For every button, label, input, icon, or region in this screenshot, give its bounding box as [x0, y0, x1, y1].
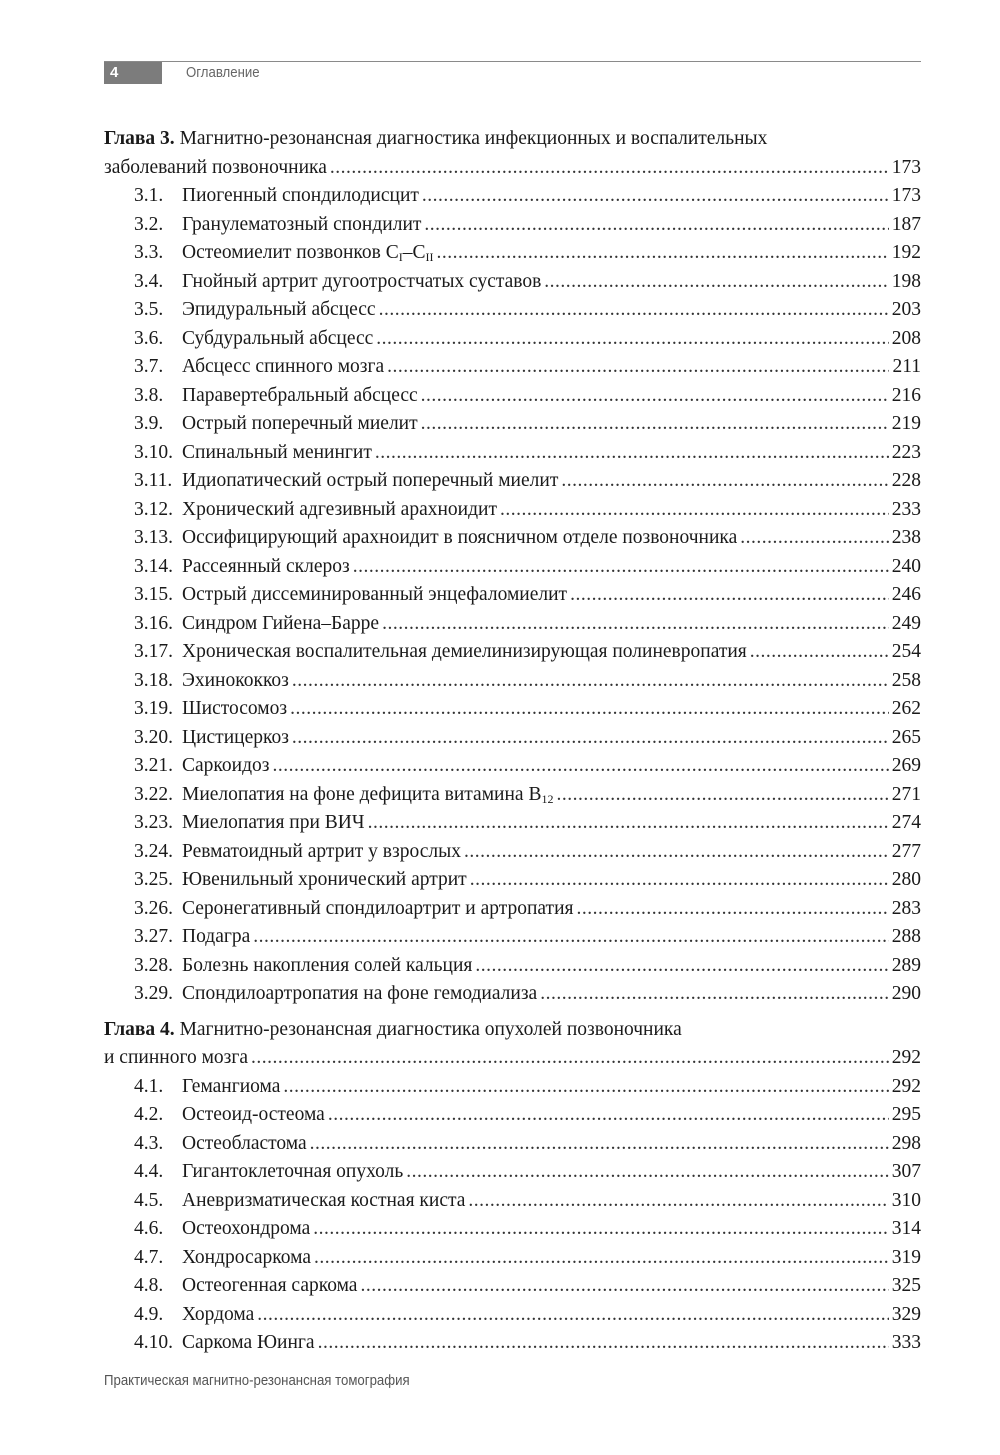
toc-entry[interactable] — [104, 439, 921, 468]
entry-title-text: –C — [402, 242, 426, 263]
entry-title — [182, 182, 419, 211]
entry-title — [182, 610, 379, 639]
toc-entry[interactable] — [104, 1130, 921, 1159]
dot-leader — [422, 182, 889, 211]
toc-entry[interactable] — [104, 838, 921, 867]
entry-number: 4.4. — [134, 1161, 164, 1182]
entry-title-text: Синдром Гийена–Барре — [182, 612, 380, 634]
dot-leader — [328, 1101, 889, 1130]
dot-leader — [376, 325, 888, 354]
entry-title — [182, 781, 553, 810]
toc-entry[interactable] — [104, 1073, 921, 1102]
dot-leader — [500, 496, 889, 525]
entry-title-text: Острый диссеминированный энцефаломиелит — [182, 584, 568, 605]
entry-title-text: Острый поперечный миелит — [182, 413, 418, 434]
entry-number: 3.29. — [134, 983, 173, 1004]
page-ref: 319 — [891, 1246, 921, 1268]
page-ref: 173 — [891, 185, 921, 206]
page-ref: 333 — [891, 1332, 921, 1353]
dot-leader — [290, 695, 889, 724]
entry-title — [182, 952, 472, 981]
entry-title-text: Серонегативный спондилоартрит и артропатия — [182, 897, 574, 919]
subscript: 12 — [541, 791, 554, 806]
dot-leader — [556, 781, 888, 810]
toc-entry[interactable] — [104, 952, 921, 981]
section-title: Оглавление — [186, 64, 260, 81]
page-ref: 271 — [891, 783, 921, 805]
toc-entry[interactable] — [104, 524, 921, 553]
entry-number: 3.7. — [134, 356, 164, 377]
entry-title-text: Миелопатия при ВИЧ — [182, 812, 365, 833]
entry-number: 3.25. — [134, 869, 173, 890]
dot-leader — [406, 1158, 889, 1187]
chapter-heading[interactable] — [104, 125, 921, 154]
entry-title — [182, 667, 289, 696]
entry-number: 4.6. — [134, 1218, 164, 1239]
entry-title — [182, 1215, 310, 1244]
entry-title-text: Болезнь накопления солей кальция — [182, 954, 473, 976]
entry-title — [182, 1073, 280, 1102]
entry-number: 3.10. — [134, 441, 173, 463]
page-ref: 298 — [891, 1132, 921, 1154]
header-rule — [104, 61, 921, 62]
dot-leader — [251, 1044, 889, 1073]
entry-number: 3.4. — [134, 270, 164, 292]
page-ref: 223 — [891, 441, 921, 463]
entry-title-text: Хордома — [182, 1303, 255, 1325]
page-header — [104, 58, 921, 84]
chapter-heading[interactable] — [104, 1016, 921, 1045]
page-ref: 295 — [891, 1104, 921, 1125]
chapter-block — [104, 1016, 921, 1358]
page-ref: 280 — [891, 869, 921, 890]
entry-number: 3.6. — [134, 327, 164, 349]
page-ref: 249 — [891, 612, 921, 634]
chapter-label: Глава 3. — [104, 128, 175, 149]
entry-title — [182, 467, 558, 496]
dot-leader — [330, 154, 889, 183]
entry-title — [182, 923, 250, 952]
chapter-title: Магнитно-резонансная диагностика инфекционных и воспалительных — [179, 128, 768, 149]
toc-entry[interactable] — [104, 781, 921, 810]
page-ref: 314 — [891, 1218, 921, 1239]
toc-entry[interactable] — [104, 1158, 921, 1187]
entry-title — [182, 581, 567, 610]
chapter-title-continued: и спинного мозга — [104, 1047, 249, 1068]
entry-number: 3.13. — [134, 527, 173, 548]
entry-title-text: Эпидуральный абсцесс — [182, 299, 376, 320]
entry-title — [182, 1187, 465, 1216]
dot-leader — [368, 809, 889, 838]
toc-entry[interactable] — [104, 553, 921, 582]
entry-title — [182, 838, 461, 867]
page-ref: 187 — [891, 213, 921, 235]
entry-title-text: Подагра — [182, 926, 251, 947]
toc-entry[interactable] — [104, 724, 921, 753]
dot-leader — [475, 952, 888, 981]
dot-leader — [314, 1244, 889, 1273]
dot-leader — [375, 439, 889, 468]
dot-leader — [470, 866, 889, 895]
page-ref: 216 — [891, 384, 921, 406]
page-ref: 192 — [891, 242, 921, 263]
entry-title — [182, 239, 434, 268]
entry-title — [182, 439, 372, 468]
toc-entry[interactable] — [104, 353, 921, 382]
entry-title — [182, 1130, 307, 1159]
dot-leader — [313, 1215, 888, 1244]
dot-leader — [561, 467, 888, 496]
entry-title — [182, 553, 350, 582]
toc-entry[interactable] — [104, 268, 921, 297]
entry-title — [182, 980, 537, 1009]
entry-number: 3.19. — [134, 698, 173, 719]
toc-entry[interactable] — [104, 182, 921, 211]
entry-title — [182, 752, 269, 781]
entry-number: 4.7. — [134, 1246, 164, 1268]
entry-title-text: Пиогенный спондилодисцит — [182, 185, 419, 206]
entry-title-text: Паравертебральный абсцесс — [182, 384, 418, 406]
entry-title-text: Остеогенная саркома — [182, 1275, 358, 1296]
toc-entry[interactable] — [104, 638, 921, 667]
subscript: I — [398, 250, 403, 264]
entry-number: 3.9. — [134, 413, 164, 434]
dot-leader — [292, 667, 889, 696]
toc-entry[interactable] — [104, 239, 921, 268]
page-ref: 329 — [891, 1303, 921, 1325]
toc-entry[interactable] — [104, 296, 921, 325]
entry-number: 4.3. — [134, 1132, 164, 1154]
toc-entry[interactable] — [104, 410, 921, 439]
entry-title — [182, 524, 737, 553]
page-ref: 269 — [891, 755, 921, 776]
entry-title-text: Эхинококкоз — [182, 669, 289, 691]
dot-leader — [382, 610, 889, 639]
dot-leader — [292, 724, 889, 753]
page-ref: 310 — [891, 1189, 921, 1211]
entry-number: 3.27. — [134, 926, 173, 947]
entry-number: 3.3. — [134, 242, 164, 263]
chapter-heading-continued[interactable] — [104, 1044, 921, 1073]
toc-entry[interactable] — [104, 581, 921, 610]
page-ref: 233 — [891, 498, 921, 520]
page-ref: 274 — [891, 812, 921, 833]
dot-leader — [257, 1301, 888, 1330]
page-ref: 208 — [891, 327, 921, 349]
page-footer: Практическая магнитно-резонансная томография — [104, 1372, 410, 1389]
dot-leader — [464, 838, 889, 867]
entry-title — [182, 410, 418, 439]
entry-title — [182, 1301, 254, 1330]
entry-title-text: Хроническая воспалительная демиелинизирующая полиневропатия — [182, 641, 747, 662]
entry-title-text: Шистосомоз — [182, 698, 288, 719]
entry-title — [182, 638, 747, 667]
dot-leader — [421, 410, 889, 439]
entry-title-text: Идиопатический острый поперечный миелит — [182, 470, 559, 491]
toc-entry[interactable] — [104, 1187, 921, 1216]
dot-leader — [387, 353, 889, 382]
dot-leader — [577, 895, 889, 924]
entry-title — [182, 1272, 357, 1301]
page-ref: 283 — [891, 897, 921, 919]
page-ref: 258 — [891, 669, 921, 691]
entry-title-text: Абсцесс спинного мозга — [182, 356, 385, 377]
dot-leader — [353, 553, 889, 582]
page-ref: 325 — [891, 1275, 921, 1296]
entry-title-text: Ревматоидный артрит у взрослых — [182, 840, 461, 862]
entry-title — [182, 809, 365, 838]
toc-entry[interactable] — [104, 382, 921, 411]
page-ref: 246 — [891, 584, 921, 605]
entry-number: 4.5. — [134, 1189, 164, 1211]
page-ref: 254 — [891, 641, 921, 662]
page-ref: 203 — [891, 299, 921, 320]
dot-leader — [570, 581, 889, 610]
page-ref: 277 — [891, 840, 921, 862]
subscript: II — [425, 250, 434, 264]
entry-title — [182, 866, 467, 895]
entry-title-text: Миелопатия на фоне дефицита витамина B — [182, 783, 542, 805]
page-ref: 198 — [891, 270, 921, 292]
dot-leader — [310, 1130, 889, 1159]
toc-entry[interactable] — [104, 325, 921, 354]
toc-entry[interactable] — [104, 866, 921, 895]
entry-number: 3.14. — [134, 555, 173, 577]
page-ref: 211 — [892, 356, 921, 377]
toc-entry[interactable] — [104, 809, 921, 838]
entry-number: 3.15. — [134, 584, 173, 605]
entry-number: 3.16. — [134, 612, 173, 634]
dot-leader — [424, 211, 888, 240]
entry-title — [182, 296, 376, 325]
entry-title-text: Остеоид-остеома — [182, 1104, 325, 1125]
toc-entry[interactable] — [104, 895, 921, 924]
toc-entry[interactable] — [104, 496, 921, 525]
page-number: 4 — [104, 62, 162, 84]
entry-title-text: Хронический адгезивный арахноидит — [182, 498, 497, 520]
entry-title — [182, 724, 289, 753]
dot-leader — [253, 923, 889, 952]
entry-title-text: Саркома Юинга — [182, 1332, 315, 1353]
entry-title-text: Субдуральный абсцесс — [182, 327, 374, 349]
dot-leader — [544, 268, 888, 297]
entry-title-text: Саркоидоз — [182, 755, 270, 776]
entry-title — [182, 382, 418, 411]
entry-title-text: Гемангиома — [182, 1075, 281, 1097]
entry-title-text: Хондросаркома — [182, 1246, 311, 1268]
page-ref: 307 — [891, 1161, 921, 1182]
entry-number: 3.12. — [134, 498, 173, 520]
entry-title-text: Рассеянный склероз — [182, 555, 350, 577]
toc-entry[interactable] — [104, 1215, 921, 1244]
toc-entry[interactable] — [104, 610, 921, 639]
toc-entry[interactable] — [104, 1244, 921, 1273]
page-ref: 288 — [891, 926, 921, 947]
entry-number: 3.5. — [134, 299, 164, 320]
entry-number: 3.17. — [134, 641, 173, 662]
entry-title — [182, 695, 287, 724]
dot-leader — [272, 752, 888, 781]
page-ref: 265 — [891, 726, 921, 748]
chapter-title-continued: заболеваний позвоночника — [104, 156, 327, 178]
dot-leader — [421, 382, 889, 411]
entry-title — [182, 895, 574, 924]
entry-title-text: Спинальный менингит — [182, 441, 372, 463]
toc-entry[interactable] — [104, 695, 921, 724]
chapter-label: Глава 4. — [104, 1018, 175, 1040]
entry-number: 3.22. — [134, 783, 173, 805]
entry-title-text: Гранулематозный спондилит — [182, 213, 422, 235]
entry-number: 3.23. — [134, 812, 173, 833]
dot-leader — [750, 638, 889, 667]
toc-entry[interactable] — [104, 752, 921, 781]
entry-title — [182, 1101, 325, 1130]
entry-title-text: Ювенильный хронический артрит — [182, 869, 467, 890]
entry-title — [182, 1244, 311, 1273]
dot-leader — [540, 980, 889, 1009]
entry-title — [182, 268, 541, 297]
page-ref: 292 — [891, 1047, 921, 1068]
entry-title — [182, 1329, 315, 1358]
dot-leader — [379, 296, 889, 325]
entry-number: 3.2. — [134, 213, 164, 235]
entry-title-text: Аневризматическая костная киста — [182, 1189, 466, 1211]
chapter-block — [104, 125, 921, 1009]
page-ref: 228 — [891, 470, 921, 491]
dot-leader — [360, 1272, 888, 1301]
entry-title — [182, 1158, 403, 1187]
toc-entry[interactable] — [104, 923, 921, 952]
dot-leader — [283, 1073, 888, 1102]
entry-number: 4.2. — [134, 1104, 164, 1125]
page-ref: 238 — [891, 527, 921, 548]
toc-entry[interactable] — [104, 467, 921, 496]
page-ref: 289 — [891, 954, 921, 976]
entry-number: 3.28. — [134, 954, 173, 976]
entry-number: 3.21. — [134, 755, 173, 776]
entry-title-text: Остеомиелит позвонков C — [182, 242, 399, 263]
entry-title-text: Гнойный артрит дугоотростчатых суставов — [182, 270, 542, 292]
page-ref: 219 — [891, 413, 921, 434]
entry-title-text: Остеохондрома — [182, 1218, 311, 1239]
entry-number: 3.20. — [134, 726, 173, 748]
entry-title-text: Оссифицирующий арахноидит в поясничном отделе позвоночника — [182, 527, 738, 548]
entry-number: 3.26. — [134, 897, 173, 919]
entry-number: 3.8. — [134, 384, 164, 406]
toc-entry[interactable] — [104, 667, 921, 696]
page-ref: 173 — [891, 156, 921, 178]
entry-number: 4.10. — [134, 1332, 173, 1353]
entry-title — [182, 211, 421, 240]
toc-entry[interactable] — [104, 980, 921, 1009]
chapter-heading-continued[interactable] — [104, 154, 921, 183]
table-of-contents — [104, 118, 921, 1358]
entry-number: 3.18. — [134, 669, 173, 691]
page-ref: 292 — [891, 1075, 921, 1097]
toc-entry[interactable] — [104, 1329, 921, 1358]
entry-title-text: Гигантоклеточная опухоль — [182, 1161, 404, 1182]
toc-entry[interactable] — [104, 211, 921, 240]
dot-leader — [740, 524, 888, 553]
entry-number: 4.1. — [134, 1075, 164, 1097]
page-ref: 240 — [891, 555, 921, 577]
entry-title-text: Остеобластома — [182, 1132, 307, 1154]
entry-number: 4.8. — [134, 1275, 164, 1296]
entry-number: 3.1. — [134, 185, 164, 206]
entry-number: 3.11. — [134, 470, 173, 491]
entry-title — [182, 496, 497, 525]
toc-entry[interactable] — [104, 1272, 921, 1301]
page-ref: 290 — [891, 983, 921, 1004]
entry-title — [182, 325, 373, 354]
entry-title-text: Спондилоартропатия на фоне гемодиализа — [182, 983, 538, 1004]
entry-number: 3.24. — [134, 840, 173, 862]
chapter-title: Магнитно-резонансная диагностика опухолей позвоночника — [179, 1018, 682, 1040]
dot-leader — [437, 239, 889, 268]
entry-title — [182, 353, 384, 382]
page-ref: 262 — [891, 698, 921, 719]
entry-number: 4.9. — [134, 1303, 164, 1325]
toc-entry[interactable] — [104, 1301, 921, 1330]
dot-leader — [318, 1329, 889, 1358]
toc-entry[interactable] — [104, 1101, 921, 1130]
entry-title-text: Цистицеркоз — [182, 726, 289, 748]
dot-leader — [468, 1187, 888, 1216]
